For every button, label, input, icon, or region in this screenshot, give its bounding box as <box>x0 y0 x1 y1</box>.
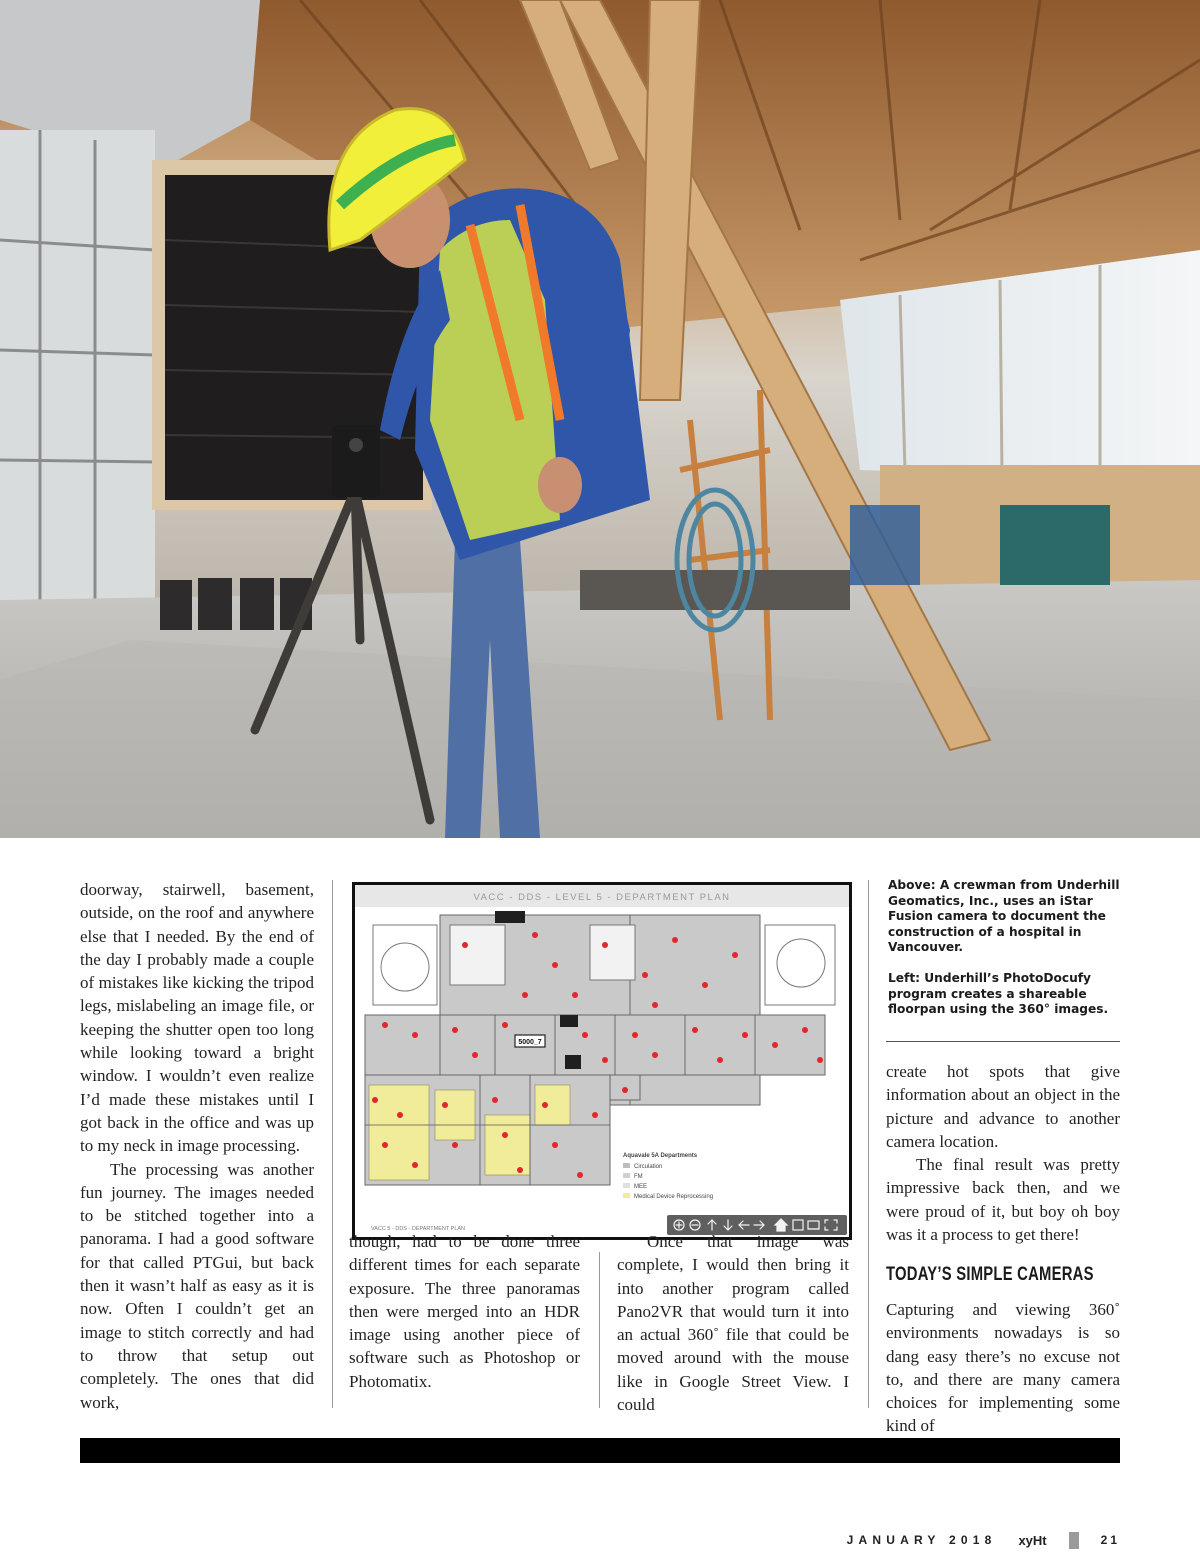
body-paragraph: The processing was another fun journey. The images needed to be stitched together into a panorama. I had a good software for that called PTGui, but back then it wasn’t half as easy as it is now. Often I couldn’t get an image to stitch correctly and had to throw that setup out completely. The ones that did work, <box>80 1159 314 1412</box>
caption-rule <box>886 1041 1120 1042</box>
floorplan-title: VACC - DDS - LEVEL 5 - DEPARTMENT PLAN <box>473 892 731 903</box>
column-divider <box>868 880 869 1408</box>
floorplan-drawing[interactable] <box>355 885 849 1237</box>
magazine-brand: xyHt <box>1018 1532 1047 1548</box>
caption-above: Above: A crewman from Underhill Geomatics, Inc., uses an iStar Fusion camera to document the construction of a hospital in Vancouver. <box>888 878 1120 955</box>
body-paragraph: create hot spots that give information about an object in the picture and advance to another camera location. <box>886 1062 1120 1151</box>
floorplan-figure[interactable] <box>352 882 852 1240</box>
body-paragraph: doorway, stairwell, basement, outside, on the roof and anywhere else that I needed. By the end of the day I probably made a couple of mistakes like kicking the tripod legs, mislabeling an image file, or keeping the shutter open too long while looking toward a bright window. I wouldn’t even realize I’d made these mistakes until I got back in the office and was up to my neck in image processing. <box>80 880 314 1156</box>
floorplan-footer: VACC 5 - DDS - DEPARTMENT PLAN <box>371 1226 466 1232</box>
issue-date: JANUARY 2018 <box>846 1533 997 1547</box>
section-subhead: TODAY’S SIMPLE CAMERAS <box>886 1264 1094 1285</box>
page-folio <box>847 1528 1120 1552</box>
floorplan-legend-item: MEE <box>634 1184 648 1190</box>
floorplan-room-tag: 5000_7 <box>518 1039 542 1046</box>
floorplan-legend-item: Circulation <box>634 1164 663 1170</box>
zoom-in-icon[interactable] <box>674 1220 684 1230</box>
column-divider <box>332 880 333 1408</box>
floorplan-legend-title: Aquavale 5A Departments <box>623 1153 698 1159</box>
body-paragraph: though, had to be done three different times for each separate exposure. The three panoramas then were merged into an HDR image using another piece of software such as Photoshop or Photomatix. <box>349 1232 580 1391</box>
floorplan-legend-item: FM <box>634 1174 643 1180</box>
body-column-3 <box>617 1230 849 1416</box>
body-column-1 <box>80 878 314 1414</box>
camera-icon <box>332 425 380 497</box>
body-paragraph: Capturing and viewing 360˚ environments nowadays is so dang easy there’s no excuse not to, and there are many camera choices for implementing some kind of <box>886 1300 1120 1436</box>
footer-bar <box>80 1438 1120 1463</box>
body-column-4-continued <box>886 1298 1120 1438</box>
body-paragraph: The final result was pretty impressive back then, and we were proud of it, but boy oh boy was it a process to get there! <box>886 1155 1120 1245</box>
column-divider <box>599 1252 600 1408</box>
page-number: 21 <box>1100 1533 1120 1547</box>
photo-caption <box>888 878 1120 1033</box>
folio-separator <box>1069 1532 1079 1549</box>
body-paragraph: Once that image was complete, I would then bring it into another program called Pano2VR that would turn it into an actual 360˚ file that could be moved around with the mouse like in Google Street View. I could <box>617 1232 849 1415</box>
body-column-2 <box>349 1230 580 1393</box>
caption-left: Left: Underhill’s PhotoDocufy program creates a shareable floorpan using the 360° images. <box>888 970 1109 1017</box>
floorplan-legend-item: Medical Device Reprocessing <box>634 1194 714 1200</box>
body-column-4 <box>886 1060 1120 1246</box>
